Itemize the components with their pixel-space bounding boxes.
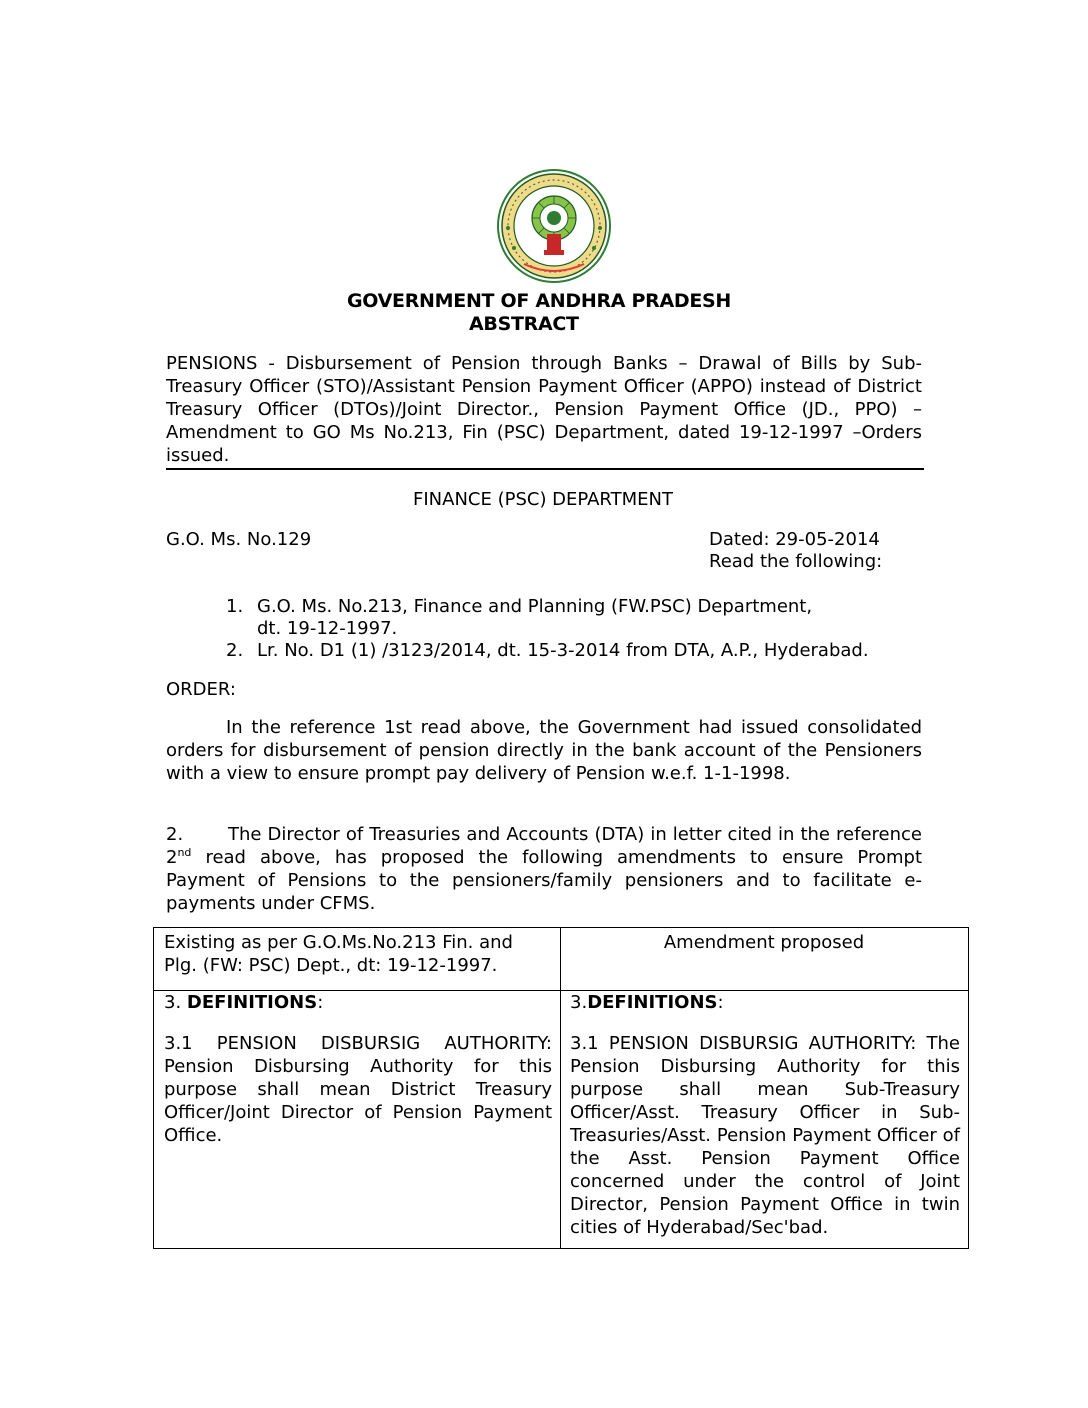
subject-paragraph: PENSIONS - Disbursement of Pension through Banks – Drawal of Bills by Sub-Treasury Officer (STO)/Assistant Pension Payment Officer (APPO) instead of District Treasury Officer (DTOs)/Joint Director., Pension Payment Office (JD., PPO) – Amendment to GO Ms No.213, Fin (PSC) Department, dated 19-12-1997 –Orders issued. [166,353,922,466]
definition-amendment: 3.1 PENSION DISBURSIG AUTHORITY: The Pension Disbursing Authority for this purpose shall mean Sub-Treasury Officer/Asst. Treasury Officer in Sub-Treasuries/Asst. Pension Payment Officer of the Asst. Pension Payment Office concerned under the control of Joint Director, Pension Payment Office in twin cities of Hyderabad/Sec'bad. [570,1033,960,1238]
state-emblem-icon [484,168,624,284]
order-label: ORDER: [166,679,236,700]
paragraph-number: 2. [166,824,184,845]
divider [166,468,924,470]
paragraph-1: In the reference 1st read above, the Government had issued consolidated orders for disbursement of pension directly in the bank account of the Pensioners with a view to ensure prompt pay delivery of Pension w.e.f. 1-1-1998. [166,717,922,784]
section-heading-existing [164,991,323,1014]
paragraph-2 [166,823,922,915]
go-date: Dated: 29-05-2014 [709,529,880,550]
read-following-label: Read the following: [709,551,883,572]
reference-line: G.O. Ms. No.213, Finance and Planning (FW.PSC) Department, [257,596,813,617]
section-colon: : [317,992,324,1013]
reference-text: Lr. No. D1 (1) /3123/2014, dt. 15-3-2014 from DTA, A.P., Hyderabad. [257,640,869,661]
section-number: 3. [164,992,187,1013]
definition-existing: 3.1 PENSION DISBURSIG AUTHORITY: Pension Disbursing Authority for this purpose shall mean District Treasury Officer/Joint Director of Pension Payment Office. [164,1033,552,1146]
section-colon: : [717,992,724,1013]
section-heading-amendment [570,991,724,1014]
paragraph-text: read above, has proposed the following amendments to ensure Prompt Payment of Pensions to the pensioners/family pensioners and to facilitate e-payments under CFMS. [166,847,922,914]
government-heading: GOVERNMENT OF ANDHRA PRADESH [347,290,731,312]
reference-text [257,596,947,640]
amendment-table [153,927,969,1249]
column-header-existing: Existing as per G.O.Ms.No.213 Fin. and Plg. (FW: PSC) Dept., dt: 19-12-1997. [164,932,513,976]
paragraph-text: The Director of Treasuries and Accounts (DTA) in letter cited in the reference 2 [166,824,922,868]
reference-number: 2. [226,640,244,661]
department-heading: FINANCE (PSC) DEPARTMENT [413,489,673,510]
reference-line: dt. 19-12-1997. [257,618,398,639]
table-column-divider [560,928,561,1248]
abstract-heading: ABSTRACT [469,313,579,335]
column-header-amendment: Amendment proposed [663,932,865,953]
superscript: nd [177,846,192,859]
section-title: DEFINITIONS [587,992,718,1013]
section-title: DEFINITIONS [186,992,318,1013]
reference-number: 1. [226,596,244,617]
section-number: 3. [570,992,588,1013]
go-number: G.O. Ms. No.129 [166,529,312,550]
